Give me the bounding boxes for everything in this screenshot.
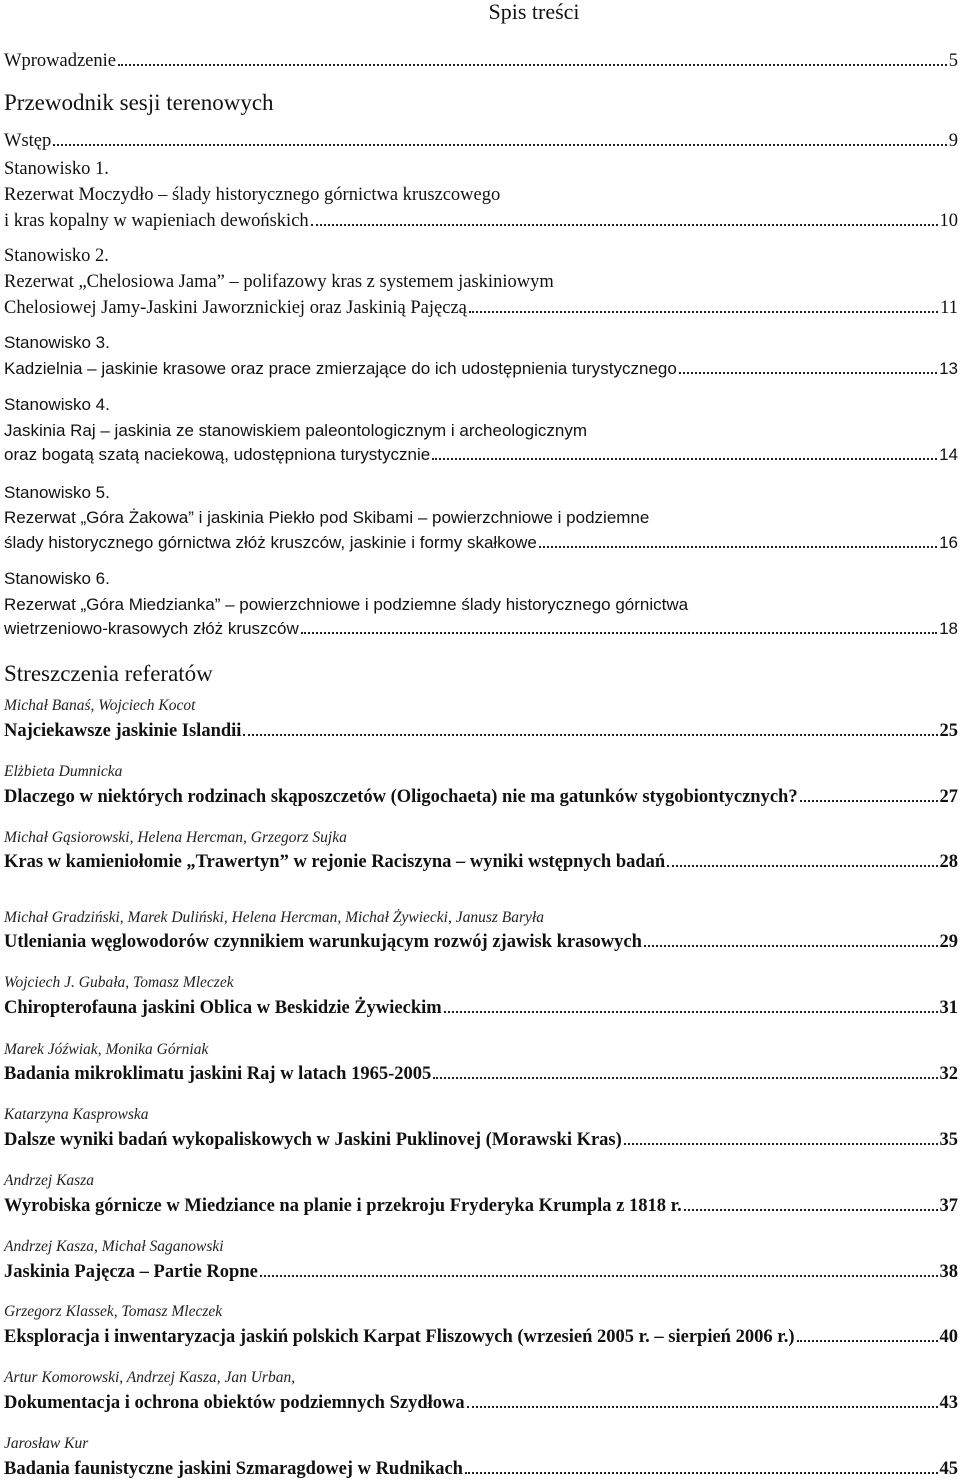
paper-authors: Wojciech J. Gubała, Tomasz Mleczek	[4, 974, 234, 991]
dot-leader	[433, 1077, 937, 1079]
entry-page: 29	[939, 932, 958, 952]
paper-authors: Michał Banaś, Wojciech Kocot	[4, 697, 196, 714]
toc-entry-paper[interactable]	[4, 786, 958, 808]
entry-title: Najciekawsze jaskinie Islandii	[4, 721, 242, 741]
toc-entry-paper[interactable]	[4, 997, 958, 1019]
dot-leader	[644, 945, 938, 947]
entry-page: 40	[939, 1327, 958, 1347]
dot-leader	[465, 1472, 938, 1474]
entry-title: Wprowadzenie	[4, 51, 116, 71]
station-title-line: Rezerwat Moczydło – ślady historycznego górnictwa kruszcowego	[4, 185, 501, 205]
paper-authors: Elżbieta Dumnicka	[4, 763, 123, 780]
paper-authors: Katarzyna Kasprowska	[4, 1106, 149, 1123]
entry-page: 16	[939, 533, 958, 552]
entry-title: Kras w kamieniołomie „Trawertyn” w rejonie Raciszyna – wyniki wstępnych badań	[4, 852, 666, 872]
entry-title: Utleniania węglowodorów czynnikiem warunkującym rozwój zjawisk krasowych	[4, 932, 642, 952]
station-title-line: Rezerwat „Chelosiowa Jama” – polifazowy kras z systemem jaskiniowym	[4, 272, 554, 292]
section-heading-abstracts: Streszczenia referatów	[4, 661, 213, 686]
entry-page: 5	[948, 51, 958, 71]
entry-page: 35	[939, 1130, 958, 1150]
paper-authors: Michał Gąsiorowski, Helena Hercman, Grzegorz Sujka	[4, 829, 347, 846]
entry-page: 27	[939, 787, 958, 807]
toc-entry-paper[interactable]	[4, 720, 958, 742]
dot-leader	[467, 1406, 938, 1408]
dot-leader	[684, 1209, 938, 1211]
dot-leader	[797, 1340, 938, 1342]
entry-page: 13	[939, 359, 958, 378]
toc-entry-paper[interactable]	[4, 1195, 958, 1217]
entry-title: ślady historycznego górnictwa złóż kruszców, jaskinie i formy skałkowe	[4, 533, 537, 552]
toc-entry-paper[interactable]	[4, 1392, 958, 1414]
dot-leader	[311, 224, 938, 226]
dot-leader	[432, 458, 937, 460]
dot-leader	[667, 865, 937, 867]
dot-leader	[260, 1275, 938, 1277]
entry-title: Dokumentacja i ochrona obiektów podziemnych Szydłowa	[4, 1393, 465, 1413]
entry-title: Jaskinia Pajęcza – Partie Ropne	[4, 1262, 258, 1282]
dot-leader	[301, 632, 937, 634]
entry-title: Badania mikroklimatu jaskini Raj w latach 1965-2005	[4, 1064, 432, 1084]
toc-entry-station-5[interactable]	[4, 532, 958, 554]
dot-leader	[679, 372, 937, 374]
toc-entry-station-4[interactable]	[4, 444, 958, 466]
entry-title: wietrzeniowo-krasowych złóż kruszców	[4, 619, 299, 638]
entry-title: Chelosiowej Jamy-Jaskini Jaworznickiej oraz Jaskinią Pajęczą	[4, 298, 467, 318]
station-title-line: Rezerwat „Góra Miedzianka” – powierzchniowe i podziemne ślady historycznego górnictwa	[4, 595, 689, 614]
toc-entry-paper[interactable]	[4, 931, 958, 953]
toc-entry-station-6[interactable]	[4, 618, 958, 640]
entry-title: i kras kopalny w wapieniach dewońskich	[4, 211, 309, 231]
paper-authors: Artur Komorowski, Andrzej Kasza, Jan Urban,	[4, 1369, 296, 1386]
entry-page: 18	[939, 619, 958, 638]
paper-authors: Andrzej Kasza	[4, 1172, 94, 1189]
toc-entry-paper[interactable]	[4, 1458, 958, 1480]
entry-title: Chiropterofauna jaskini Oblica w Beskidzie Żywieckim	[4, 998, 442, 1018]
station-label: Stanowisko 4.	[4, 395, 110, 414]
entry-page: 37	[939, 1196, 958, 1216]
toc-entry-paper[interactable]	[4, 1261, 958, 1283]
entry-title: Badania faunistyczne jaskini Szmaragdowej w Rudnikach	[4, 1459, 463, 1479]
entry-page: 10	[939, 211, 958, 231]
dot-leader	[243, 734, 937, 736]
paper-authors: Jarosław Kur	[4, 1435, 89, 1452]
toc-entry-paper[interactable]	[4, 851, 958, 873]
paper-authors: Andrzej Kasza, Michał Saganowski	[4, 1238, 224, 1255]
dot-leader	[118, 64, 947, 66]
station-label: Stanowisko 6.	[4, 569, 110, 588]
dot-leader	[624, 1143, 938, 1145]
toc-entry-intro[interactable]	[4, 50, 958, 72]
station-title-line: Jaskinia Raj – jaskinia ze stanowiskiem paleontologicznym i archeologicznym	[4, 421, 587, 440]
entry-page: 9	[948, 131, 958, 151]
entry-title: Dlaczego w niektórych rodzinach skąposzczetów (Oligochaeta) nie ma gatunków stygobiontycznych?	[4, 787, 798, 807]
dot-leader	[444, 1011, 938, 1013]
entry-title: Kadzielnia – jaskinie krasowe oraz prace zmierzające do ich udostępnienia turystycznego	[4, 359, 677, 378]
dot-leader	[800, 800, 938, 802]
station-label: Stanowisko 2.	[4, 246, 109, 266]
toc-entry-station-3[interactable]	[4, 358, 958, 380]
paper-authors: Marek Jóźwiak, Monika Górniak	[4, 1041, 209, 1058]
toc-entry-paper[interactable]	[4, 1129, 958, 1151]
entry-page: 31	[939, 998, 958, 1018]
toc-entry-wstep[interactable]	[4, 130, 958, 152]
entry-page: 43	[939, 1393, 958, 1413]
dot-leader	[539, 546, 937, 548]
page-title: Spis treści	[488, 0, 580, 24]
entry-title: Wyrobiska górnicze w Miedziance na planie i przekroju Fryderyka Krumpla z 1818 r.	[4, 1196, 682, 1216]
entry-title: Wstęp	[4, 131, 52, 151]
toc-entry-paper[interactable]	[4, 1326, 958, 1348]
entry-page: 38	[939, 1262, 958, 1282]
station-label: Stanowisko 3.	[4, 333, 110, 352]
paper-authors: Grzegorz Klassek, Tomasz Mleczek	[4, 1303, 223, 1320]
paper-authors: Michał Gradziński, Marek Duliński, Helena Hercman, Michał Żywiecki, Janusz Baryła	[4, 909, 544, 926]
toc-entry-paper[interactable]	[4, 1063, 958, 1085]
entry-page: 45	[939, 1459, 958, 1479]
section-heading-field-guide: Przewodnik sesji terenowych	[4, 90, 274, 115]
entry-page: 14	[939, 445, 958, 464]
station-label: Stanowisko 1.	[4, 159, 109, 179]
entry-page: 11	[940, 298, 958, 318]
entry-title: oraz bogatą szatą naciekową, udostępniona turystycznie	[4, 445, 431, 464]
entry-title: Eksploracja i inwentaryzacja jaskiń polskich Karpat Fliszowych (wrzesień 2005 r. – sierpień 2006 r.)	[4, 1327, 795, 1347]
entry-title: Dalsze wyniki badań wykopaliskowych w Jaskini Puklinovej (Morawski Kras)	[4, 1130, 622, 1150]
dot-leader	[53, 144, 946, 146]
station-title-line: Rezerwat „Góra Żakowa” i jaskinia Piekło pod Skibami – powierzchniowe i podziemne	[4, 508, 650, 527]
dot-leader	[469, 311, 938, 313]
entry-page: 25	[939, 721, 958, 741]
toc-entry-station-2[interactable]	[4, 297, 958, 319]
entry-page: 28	[939, 852, 958, 872]
station-label: Stanowisko 5.	[4, 483, 110, 502]
entry-page: 32	[939, 1064, 958, 1084]
toc-entry-station-1[interactable]	[4, 210, 958, 232]
